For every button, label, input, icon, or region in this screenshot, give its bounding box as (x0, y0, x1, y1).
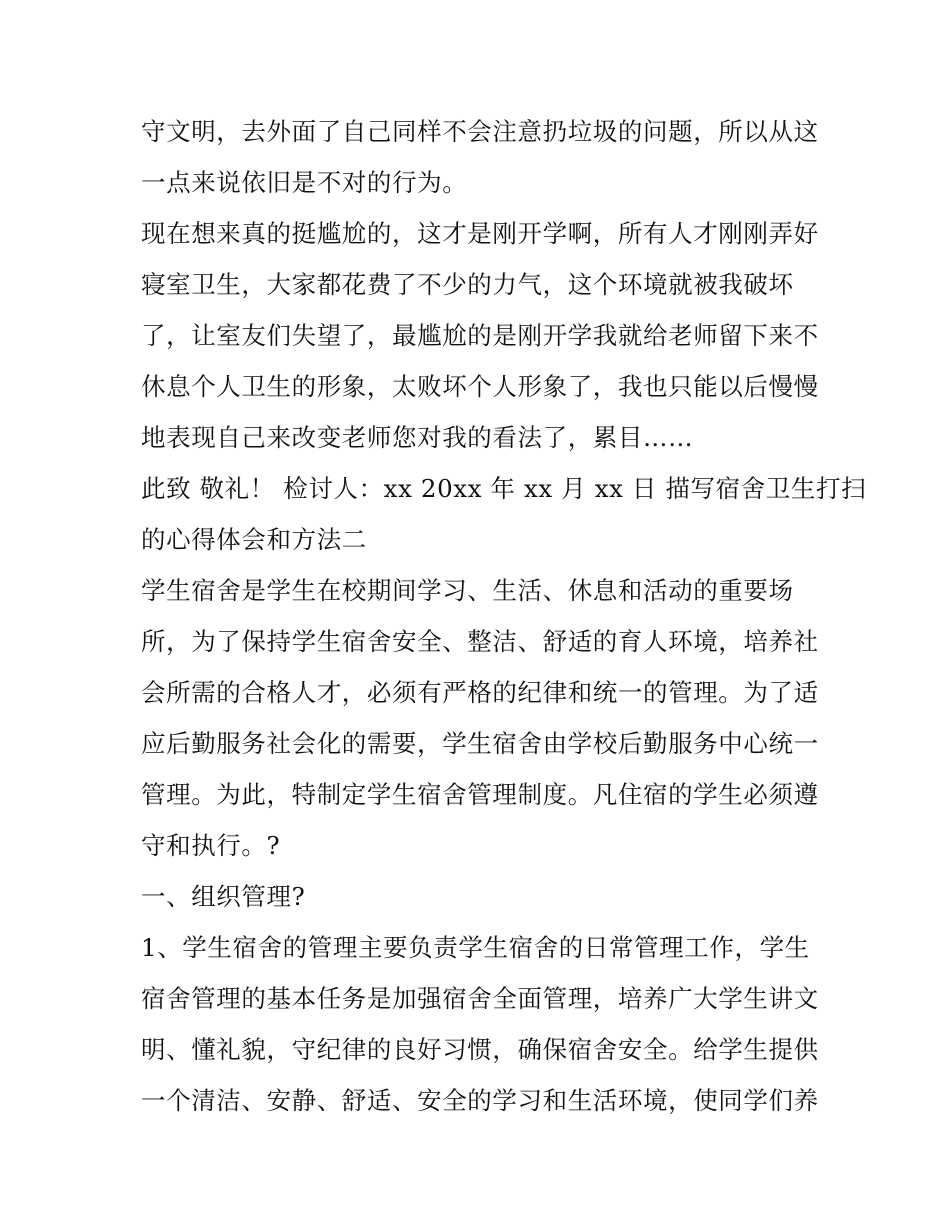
text-line: 守文明，去外面了自己同样不会注意扔垃圾的问题，所以从这 (141, 117, 819, 146)
text-line: 的心得体会和方法二 (141, 525, 367, 554)
text-line: 现在想来真的挺尴尬的，这才是刚开学啊，所有人才刚刚弄好 (141, 219, 819, 248)
text-line: 所，为了保持学生宿舍安全、整洁、舒适的育人环境，培养社 (141, 627, 819, 656)
text-line: 管理。为此，特制定学生宿舍管理制度。凡住宿的学生必须遵 (141, 780, 819, 809)
text-line: 明、懂礼貌，守纪律的良好习惯，确保宿舍安全。给学生提供 (141, 1035, 819, 1064)
text-line: 一、组织管理? (141, 882, 306, 911)
text-line: 应后勤服务社会化的需要，学生宿舍由学校后勤服务中心统一 (141, 729, 819, 758)
text-line: 寝室卫生，大家都花费了不少的力气，这个环境就被我破坏 (141, 270, 794, 299)
text-line: 一个清洁、安静、舒适、安全的学习和生活环境，使同学们养 (141, 1086, 819, 1115)
text-line: 一点来说依旧是不对的行为。 (141, 168, 468, 197)
text-line: 学生宿舍是学生在校期间学习、生活、休息和活动的重要场 (141, 576, 794, 605)
text-line: 休息个人卫生的形象，太败坏个人形象了，我也只能以后慢慢 (141, 372, 819, 401)
body-text (141, 106, 867, 1126)
text-line: 宿舍管理的基本任务是加强宿舍全面管理，培养广大学生讲文 (141, 984, 819, 1013)
text-line: 此致 敬礼！ 检讨人：xx 20xx 年 xx 月 xx 日 描写宿舍卫生打扫 (141, 474, 867, 503)
text-line: 会所需的合格人才，必须有严格的纪律和统一的管理。为了适 (141, 678, 819, 707)
text-line: 了，让室友们失望了，最尴尬的是刚开学我就给老师留下来不 (141, 321, 819, 350)
text-line: 1、学生宿舍的管理主要负责学生宿舍的日常管理工作，学生 (141, 933, 810, 962)
text-line: 守和执行。? (141, 831, 281, 860)
text-line: 地表现自己来改变老师您对我的看法了，累目…… (141, 423, 694, 452)
